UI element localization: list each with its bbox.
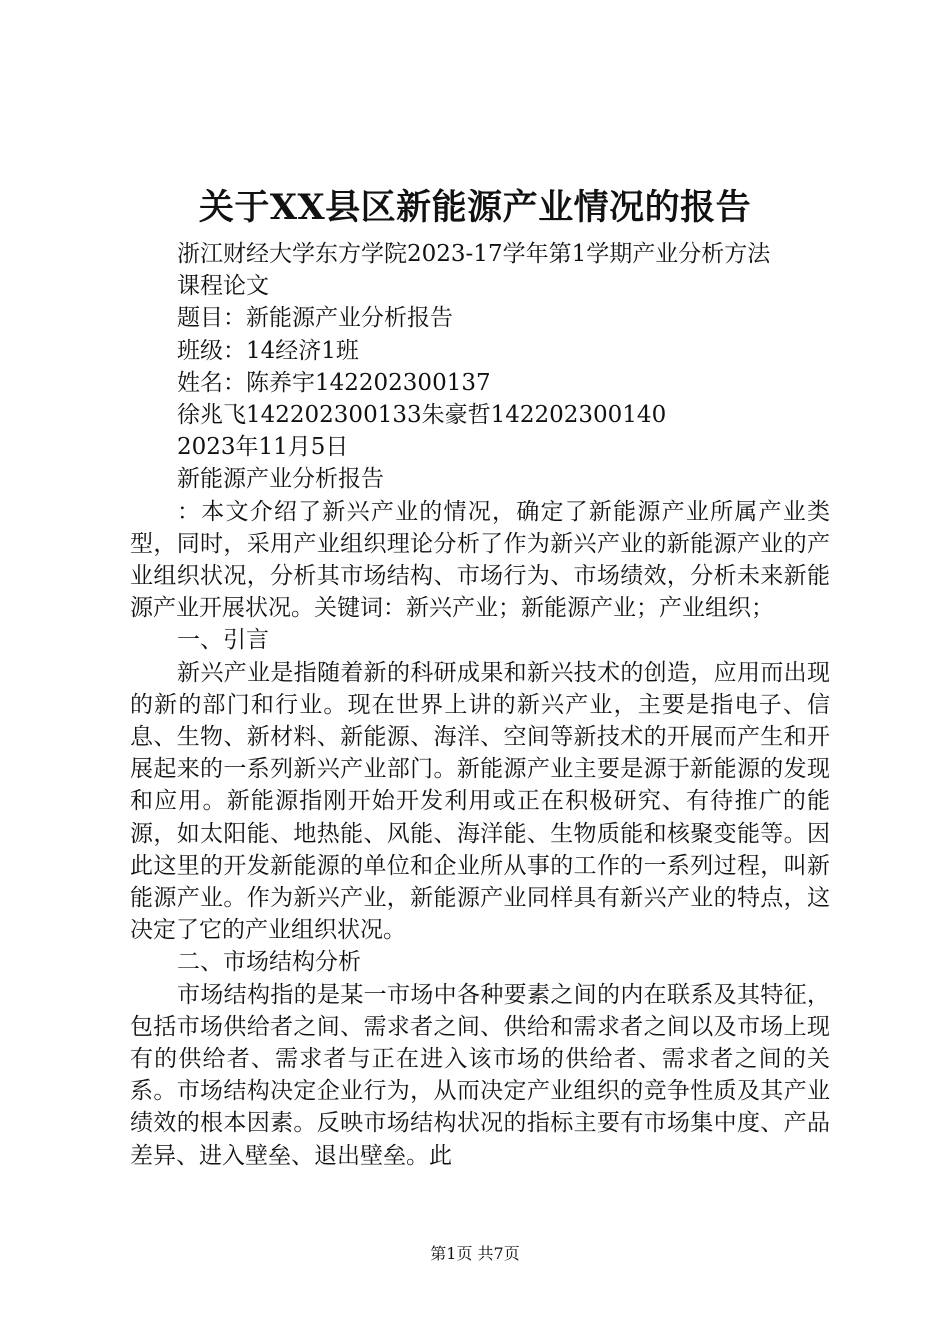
section-heading: 二、市场结构分析 [177, 949, 361, 976]
section-paragraph: 新兴产业是指随着新的科研成果和新兴技术的创造，应用而出现的新的部门和行业。现在世界上讲的新兴产业，主要是指电子、信息、生物、新材料、新能源、海洋、空间等新技术的开展而产生和开展起来的一系列新兴产业部门。新能源产业主要是源于新能源的发现和应用。新能源指刚开始开发利用或正在积极研究、有待推广的能源，如太阳能、地热能、风能、海洋能、生物质能和核聚变能等。因此这里的开发新能源的单位和企业所从事的工作的一系列过程，叫新能源产业。作为新兴产业，新能源产业同样具有新兴产业的特点，这决定了它的产业组织状况。 [130, 659, 830, 944]
section-heading: 一、引言 [177, 627, 269, 654]
date-line: 2023年11月5日 [177, 434, 349, 461]
document-body [130, 238, 830, 1172]
report-title-line: 新能源产业分析报告 [177, 466, 384, 493]
document-title: 关于XX县区新能源产业情况的报告 [198, 187, 752, 228]
name-line: 姓名：陈养宇142202300137 [177, 369, 491, 396]
topic-line: 题目：新能源产业分析报告 [177, 305, 453, 332]
page-footer: 第1页 共7页 [430, 1244, 520, 1263]
course-line-1: 浙江财经大学东方学院2023-17学年第1学期产业分析方法 [177, 241, 771, 267]
abstract-paragraph: ：本文介绍了新兴产业的情况，确定了新能源产业所属产业类型，同时，采用产业组织理论分析了作为新兴产业的新能源产业的产业组织状况，分析其市场结构、市场行为、市场绩效，分析未来新能源产业开展状况。关键词：新兴产业；新能源产业；产业组织； [130, 498, 830, 622]
class-line: 班级：14经济1班 [177, 337, 359, 364]
course-line-2: 课程论文 [177, 273, 269, 300]
coauthors-line: 徐兆飞142202300133朱豪哲142202300140 [177, 402, 667, 429]
section-paragraph: 市场结构指的是某一市场中各种要素之间的内在联系及其特征，包括市场供给者之间、需求者之间、供给和需求者之间以及市场上现有的供给者、需求者与正在进入该市场的供给者、需求者之间的关系。市场结构决定企业行为，从而决定产业组织的竞争性质及其产业绩效的根本因素。反映市场结构状况的指标主要有市场集中度、产品差异、进入壁垒、退出壁垒。此 [130, 981, 830, 1169]
